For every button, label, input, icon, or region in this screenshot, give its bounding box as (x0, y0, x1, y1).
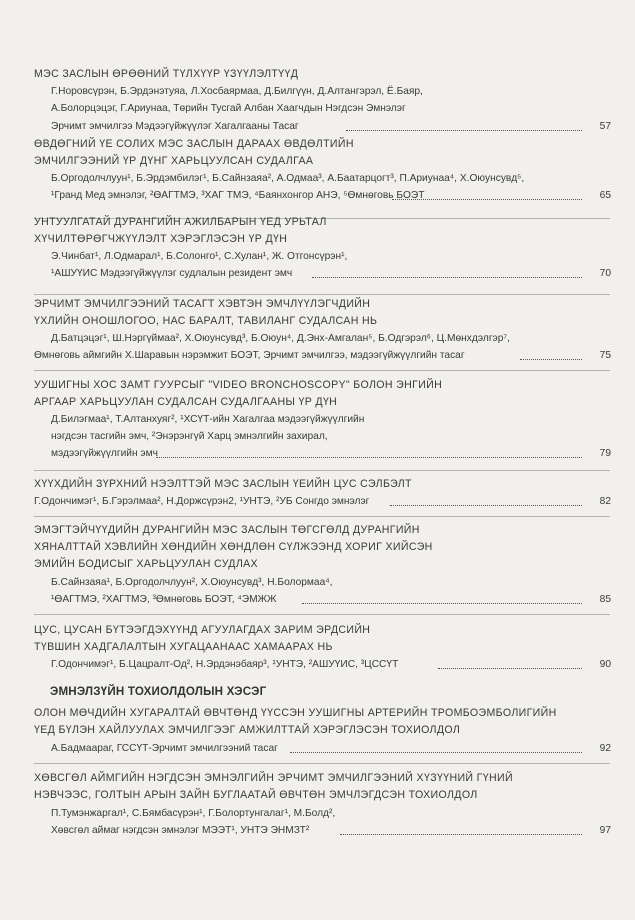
entry-authors: Э.Чинбат¹, Л.Одмарал¹, Б.Солонго¹, С.Хулан¹, Ж. Отгонсүрэн¹, (51, 251, 348, 262)
entry-authors: Б.Сайнзаяа¹, Б.Оргодолчлуун², Х.Оюунсувд³, Н.Болормаа⁴, (51, 577, 333, 588)
entry-authors: Г.Одончимэг¹, Б.Гэрэлмаа², Н.Доржсүрэн2, ¹УНТЭ, ²УБ Сонгдо эмнэлэг (34, 496, 370, 507)
dot-leader (290, 752, 582, 753)
entry-authors: П.Тумэнжаргал¹, С.Бямбасүрэн¹, Г.Болортунгалаг¹, М.Болд², (51, 808, 336, 819)
dot-leader (340, 834, 582, 835)
divider (34, 614, 610, 615)
entry-authors: Д.Билэгмаа¹, Т.Алтанхуяг², ¹ХСҮТ-ийн Хагалгаа мэдээгүйжүүлгийн (51, 414, 365, 425)
dot-leader (302, 603, 582, 604)
page-number: 82 (599, 496, 611, 507)
entry-title: ЭМИЙН БОДИСЫГ ХАРЬЦУУЛАН СУДЛАХ (34, 558, 258, 570)
dot-leader (390, 505, 582, 506)
page-number: 92 (599, 743, 611, 754)
entry-authors: ¹ӨАГТМЭ, ²ХАГТМЭ, ³Өмнөговь БОЭТ, ⁴ЭМЖЖ (51, 594, 277, 605)
entry-title: НЭВЧЭЭС, ГОЛТЫН АРЫН ЗАЙН БУГЛААТАЙ ӨВЧТӨН ЭМЧЛЭГДСЭН ТОХИОЛДОЛ (34, 789, 478, 801)
divider (34, 294, 610, 295)
entry-authors: Эрчимт эмчилгээ Мэдээгүйжүүлэг Хагалгааны Тасаг (51, 121, 299, 132)
dot-leader (520, 359, 582, 360)
entry-authors: нэгдсэн тасгийн эмч, ²Энэрэнгүй Харц эмнэлгийн захирал, (51, 431, 328, 442)
entry-authors: А.Болорцэцэг, Г.Ариунаа, Төрийн Тусгай Албан Хаагчдын Нэгдсэн Эмнэлэг (51, 103, 406, 114)
entry-authors: Д.Батцэцэг¹, Ш.Нэргүймаа², Х.Оюунсувд³, Б.Оюун⁴, Д.Энх-Амгалан⁵, Б.Одгэрэл⁶, Ц.Мөнхдэлгэр⁷, (51, 333, 510, 344)
entry-title: УУШИГНЫ ХОС ЗАМТ ГУУРСЫГ "VIDEO BRONCHOSCOPY" БОЛОН ЭНГИЙН (34, 379, 443, 391)
divider (34, 370, 610, 371)
page-number: 79 (599, 448, 611, 459)
dot-leader (156, 457, 582, 458)
page-number: 97 (599, 825, 611, 836)
entry-title: МЭС ЗАСЛЫН ӨРӨӨНИЙ ТҮЛХҮҮР ҮЗҮҮЛЭЛТҮҮД (34, 68, 299, 80)
divider (34, 763, 610, 764)
entry-authors: Өмнөговь аймгийн Х.Шаравын нэрэмжит БОЭТ, Эрчимт эмчилгээ, мэдээгүйжүүлгийн тасаг (34, 350, 465, 361)
divider (34, 516, 610, 517)
entry-authors: А.Бадмаараг, ГССҮТ-Эрчимт эмчилгээний тасаг (51, 743, 278, 754)
entry-title: АРГААР ХАРЬЦУУЛАН СУДАЛСАН СУДАЛГААНЫ ҮР ДҮН (34, 396, 338, 408)
entry-title: ЭМЧИЛГЭЭНИЙ ҮР ДҮНГ ХАРЬЦУУЛСАН СУДАЛГАА (34, 155, 314, 167)
dot-leader (346, 130, 582, 131)
entry-title: ХҮҮХДИЙН ЗҮРХНИЙ НЭЭЛТТЭЙ МЭС ЗАСЛЫН ҮЕИЙН ЦУС СЭЛБЭЛТ (34, 478, 412, 490)
dot-leader (312, 277, 582, 278)
entry-title: ХӨВСГӨЛ АЙМГИЙН НЭГДСЭН ЭМНЭЛГИЙН ЭРЧИМТ ЭМЧИЛГЭЭНИЙ ХҮЗҮҮНИЙ ГҮНИЙ (34, 772, 513, 784)
page-number: 85 (599, 594, 611, 605)
entry-title: ЭРЧИМТ ЭМЧИЛГЭЭНИЙ ТАСАГТ ХЭВТЭН ЭМЧЛҮҮЛЭГЧДИЙН (34, 298, 371, 310)
entry-title: УНТУУЛГАТАЙ ДУРАНГИЙН АЖИЛБАРЫН ҮЕД УРЬТАЛ (34, 216, 327, 228)
entry-title: ОЛОН МӨЧДИЙН ХУГАРАЛТАЙ ӨВЧТӨНД ҮҮССЭН УУШИГНЫ АРТЕРИЙН ТРОМБОЭМБОЛИГИЙН (34, 707, 557, 719)
entry-authors: мэдээгүйжүүлгийн эмч (51, 448, 158, 459)
entry-title: ЦУС, ЦУСАН БҮТЭЭГДЭХҮҮНД АГУУЛАГДАХ ЗАРИМ ЭРДСИЙН (34, 624, 371, 636)
dot-leader (392, 199, 582, 200)
entry-authors: Хөвсгөл аймаг нэгдсэн эмнэлэг МЭЭТ¹, УНТЭ ЭНМЗТ² (51, 825, 310, 836)
entry-title: ХҮЧИЛТӨРӨГЧЖҮҮЛЭЛТ ХЭРЭГЛЭСЭН ҮР ДҮН (34, 233, 288, 245)
page-number: 65 (599, 190, 611, 201)
entry-title: ТҮВШИН ХАДГАЛАЛТЫН ХУГАЦААНААС ХАМААРАХ НЬ (34, 641, 333, 653)
divider (34, 470, 610, 471)
entry-title: ҮЕД БҮЛЭН ХАЙЛУУЛАХ ЭМЧИЛГЭЭГ АМЖИЛТТАЙ ХЭРЭГЛЭСЭН ТОХИОЛДОЛ (34, 724, 461, 736)
entry-title: ЭМЭГТЭЙЧҮҮДИЙН ДУРАНГИЙН МЭС ЗАСЛЫН ТӨГСГӨЛД ДУРАНГИЙН (34, 524, 420, 536)
entry-authors: ¹АШУҮИС Мэдээгүйжүүлэг судлалын резидент эмч (51, 268, 293, 279)
page-number: 57 (599, 121, 611, 132)
section-heading: ЭМНЭЛЗҮЙН ТОХИОЛДОЛЫН ХЭСЭГ (50, 685, 267, 698)
entry-title: ҮХЛИЙН ОНОШЛОГОО, НАС БАРАЛТ, ТАВИЛАНГ СУДАЛСАН НЬ (34, 315, 378, 327)
entry-title: ӨВДӨГНИЙ ҮЕ СОЛИХ МЭС ЗАСЛЫН ДАРААХ ӨВДӨЛТИЙН (34, 138, 354, 150)
page-number: 90 (599, 659, 611, 670)
entry-authors: Г.Норовсүрэн, Б.Эрдэнэтуяа, Л.Хосбаярмаа, Д.Билгүүн, Д.Алтангэрэл, Ё.Баяр, (51, 86, 423, 97)
entry-authors: ¹Гранд Мед эмнэлэг, ²ӨАГТМЭ, ³ХАГ ТМЭ, ⁴Баянхонгор АНЭ, ⁵Өмнөговь БОЭТ (51, 190, 425, 201)
page-number: 70 (599, 268, 611, 279)
dot-leader (438, 668, 582, 669)
entry-authors: Б.Оргодолчлуун¹, Б.Эрдэмбилэг¹, Б.Сайнзаяа², А.Одмаа³, А.Баатарцогт³, П.Ариунаа⁴, Х.Оюунсувд⁵, (51, 173, 525, 184)
page-number: 75 (599, 350, 611, 361)
entry-authors: Г.Одончимэг¹, Б.Цацралт-Од², Н.Эрдэнэбаяр³, ¹УНТЭ, ²АШУҮИС, ³ЦССҮТ (51, 659, 399, 670)
entry-title: ХЯНАЛТТАЙ ХЭВЛИЙН ХӨНДИЙН ХӨНДЛӨН СҮЛЖЭЭНД ХОРИГ ХИЙСЭН (34, 541, 433, 553)
